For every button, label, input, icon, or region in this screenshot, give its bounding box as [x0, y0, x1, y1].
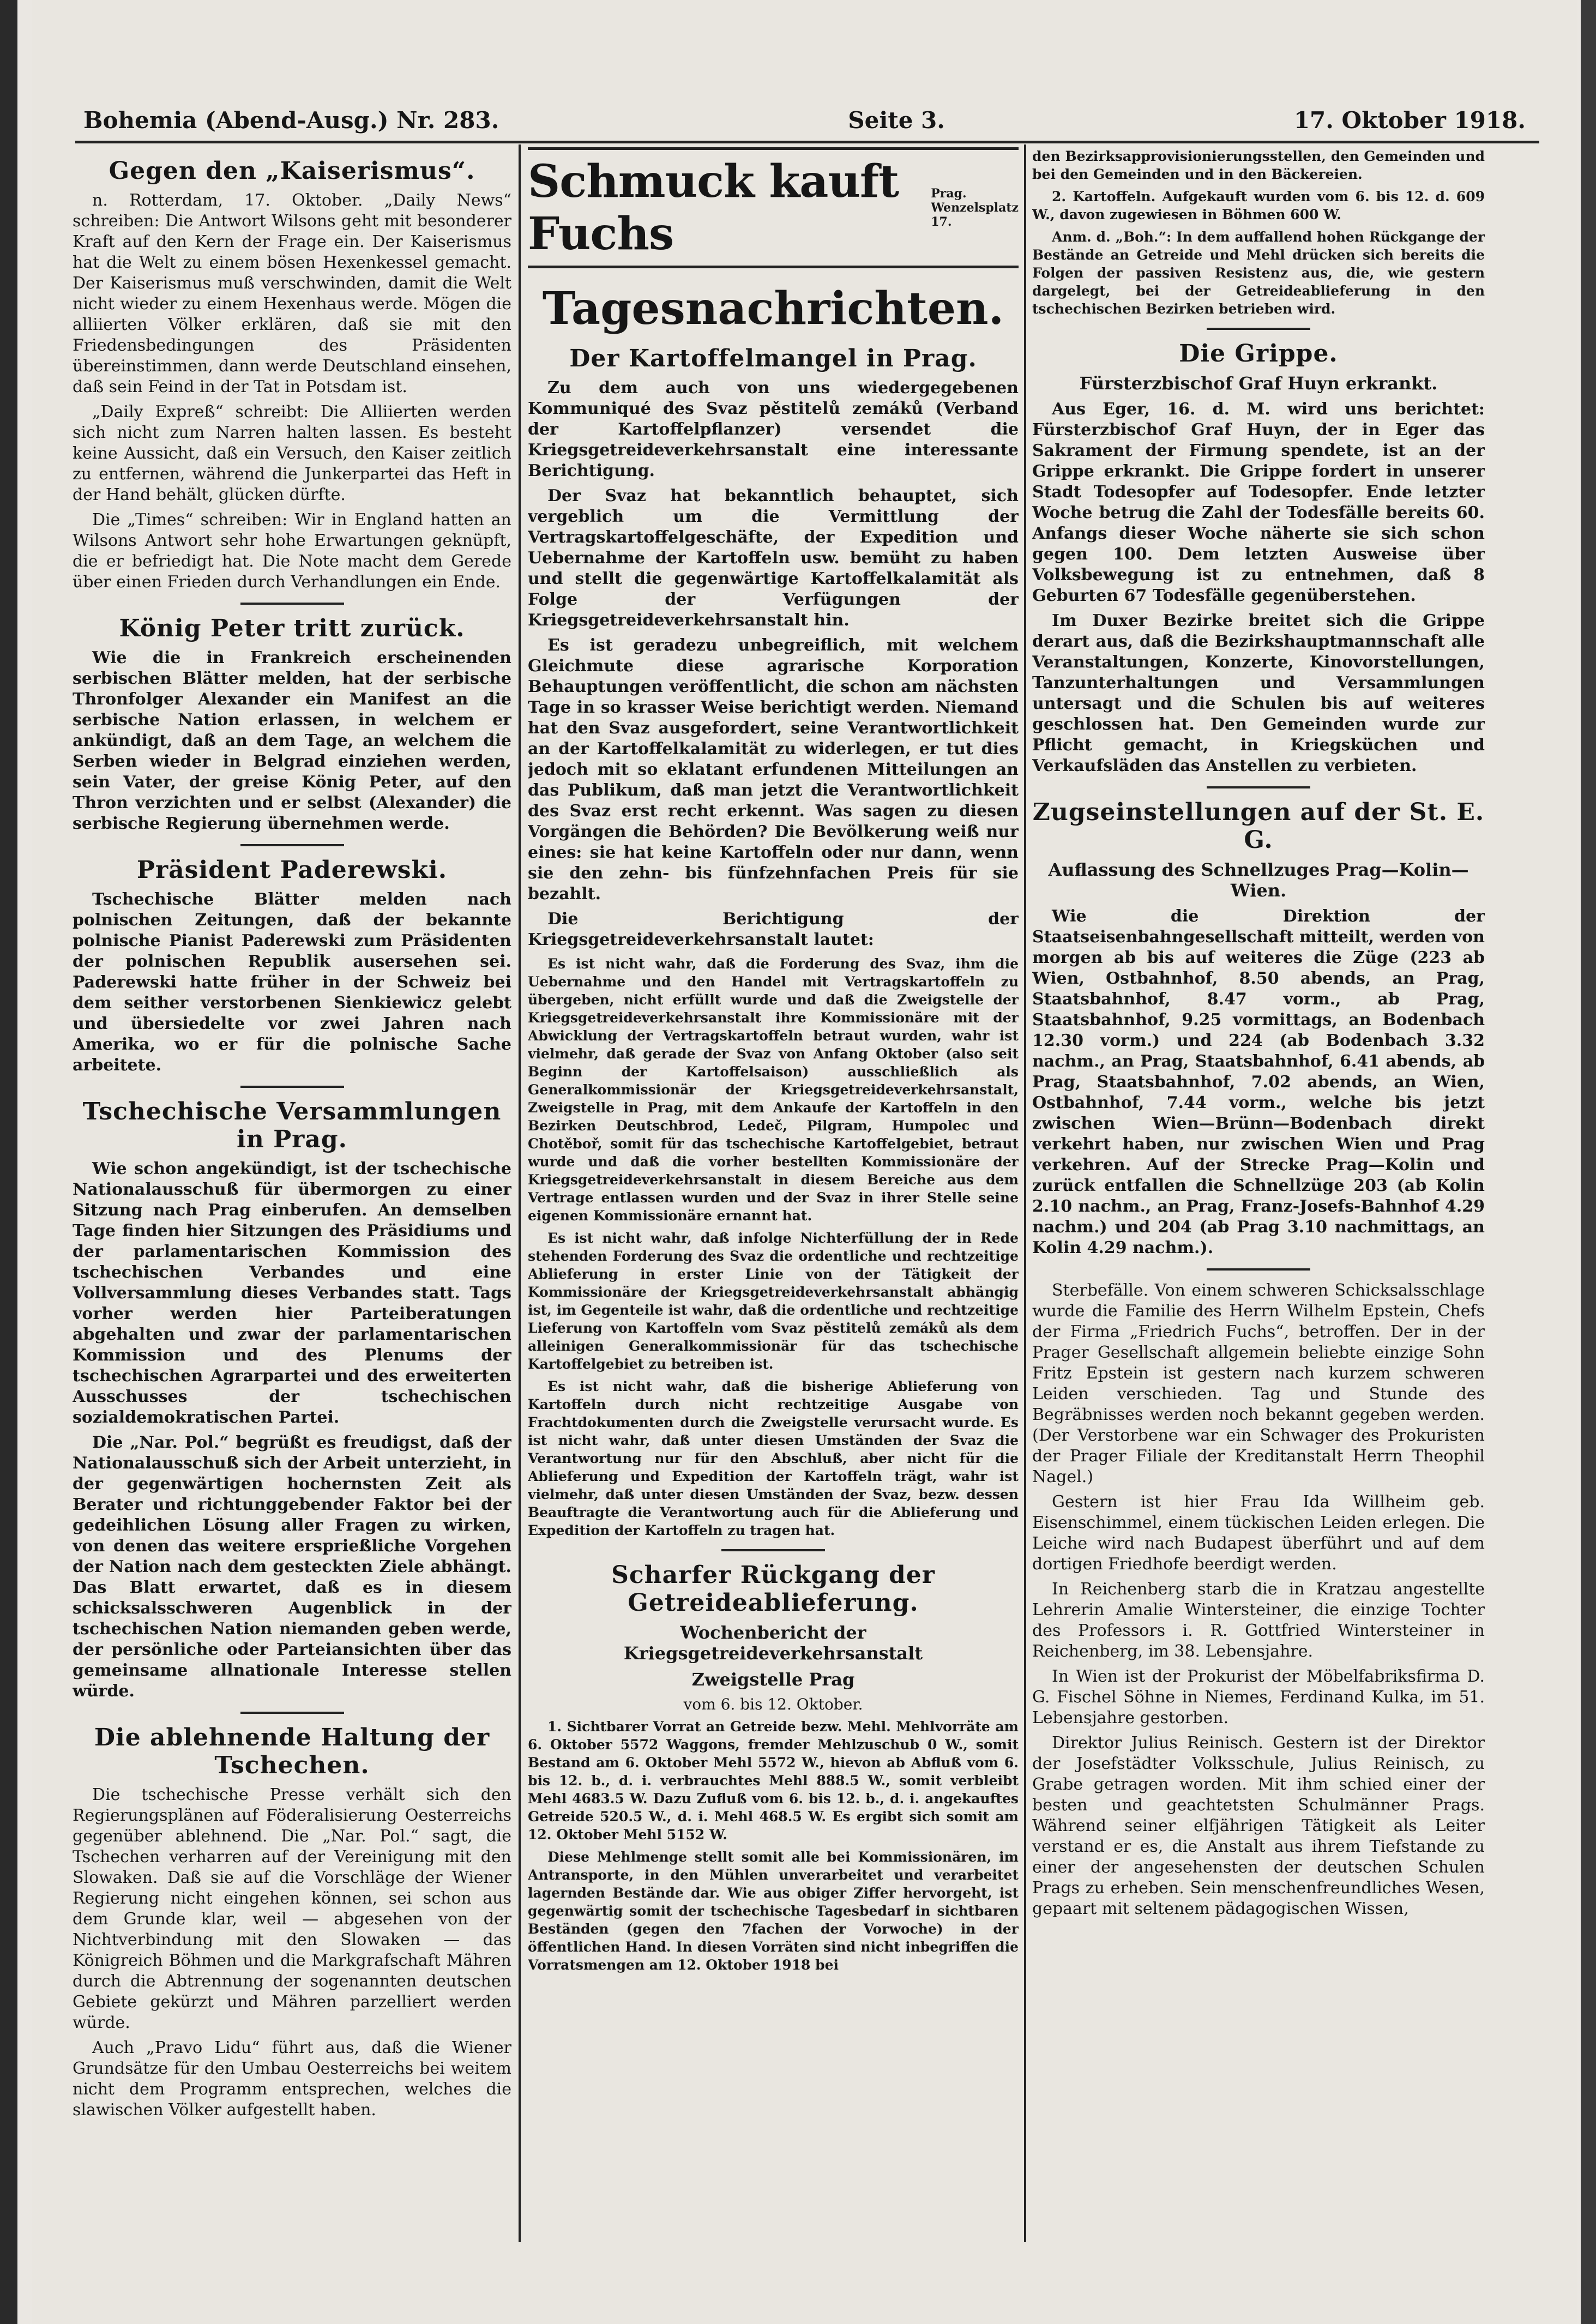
scan-border-right [1581, 0, 1596, 2324]
article-headline: Die ablehnende Haltung der Tschechen. [94, 1724, 490, 1779]
article [73, 1724, 511, 2121]
section-title: Tagesnachrichten. [542, 282, 1004, 335]
article-paragraph: Wie schon angekündigt, ist der tschechische Nationalausschuß für übermorgen zu einer Sitzung nach Prag einberufen. An demselben Tage finden hier Sitzungen des Präsidiums und der parlamentarischen Kommission des tschechischen Verbandes und eine Vollversammlung dieses Verbandes statt. Tags vorher werden hier Parteiberatungen abgehalten und zwar der parlamentarischen Kommission und des Plenums der tschechischen Agrarpartei und des erweiterten Ausschusses der tschechischen sozialdemokratischen Partei. [73, 1159, 511, 1427]
column-1 [73, 147, 511, 2257]
header-paper-issue: Bohemia (Abend-Ausg.) Nr. 283. [83, 106, 499, 134]
notice-paragraph: In Reichenberg starb die in Kratzau angestellte Lehrerin Amalie Wintersteiner, die einzige Tochter des Professors i. R. Gottfried Wintersteiner in Reichenberg, im 38. Lebensjahre. [1032, 1580, 1485, 1661]
article-paragraph: Aus Eger, 16. d. M. wird uns berichtet: Fürsterzbischof Graf Huyn, der in Eger das Sakrament der Firmung spendete, ist an der Grippe erkrankt. Die Grippe fordert in unserer Stadt Todesopfer auf Todesopfer. Ende letzter Woche betrug die Zahl der Todesfälle bereits 60. Anfangs dieser Woche näherte sie sich schon gegen 100. Dem letzten Ausweise über Volksbewegung ist zu entnehmen, daß 8 Geburten 67 Todesfälle gegenüberstehen. [1032, 400, 1485, 605]
article-subheadline: Auflassung des Schnellzuges Prag—Kolin—Wien. [1048, 859, 1469, 901]
column-rule [1024, 145, 1026, 2242]
article [1032, 798, 1485, 1259]
header-page-number: Seite 3. [848, 106, 945, 134]
article-small-paragraph: Diese Mehlmenge stellt somit alle bei Kommissionären, im Antransporte, in den Mühlen unverarbeitet und verarbeitet lagernden Bestände dar. Wie aus obiger Ziffer hervorgeht, ist gegenwärtig somit der tschechische Tagesbedarf in sichtbaren Beständen (gegen den 7fachen der Vorwoche) in der öffentlichen Hand. In diesen Vorräten sind nicht inbegriffen die Vorratsmengen am 12. Oktober 1918 bei [528, 1849, 1019, 1973]
article [528, 1561, 1019, 1974]
article [73, 856, 511, 1076]
article-separator [721, 1549, 825, 1551]
article-small-paragraph: Es ist nicht wahr, daß die bisherige Ablieferung von Kartoffeln durch nicht rechtzeitige Ausgabe von Frachtdokumenten durch die Zweigstelle verursacht wurde. Es ist nicht wahr, daß unter diesen Umständen der Svaz die Verantwortung nur für den Abschluß, aber nicht für die Ablieferung und Expedition der Kartoffeln trägt, wahr ist vielmehr, daß unter diesen Umständen der Svaz, bezw. dessen Beauftragte die Verantwortung auch für die Ablieferung und Expedition der Kartoffeln zu tragen hat. [528, 1378, 1019, 1538]
article-paragraph: Die Berichtigung der Kriegsgetreideverkehrsanstalt lautet: [528, 910, 1019, 949]
advertisement [528, 147, 1019, 268]
article-small-paragraph: 2. Kartoffeln. Aufgekauft wurden vom 6. bis 12. d. 609 W., davon zugewiesen in Böhmen 600 W. [1032, 189, 1485, 222]
article-paragraph: Der Svaz hat bekanntlich behauptet, sich vergeblich um die Vermittlung der Vertragskartoffelgeschäfte, der Expedition und Uebernahme der Kartoffeln usw. bemüht zu haben und stellt die gegenwärtige Kartoffelkalamität als Folge der Verfügungen der Kriegsgetreideverkehrsanstalt hin. [528, 486, 1019, 630]
article [73, 1098, 511, 1702]
article-subheadline: Fürsterzbischof Graf Huyn erkrankt. [1079, 373, 1438, 394]
header-rule [75, 141, 1539, 143]
article-paragraph: Zu dem auch von uns wiedergegebenen Kommuniqué des Svaz pěstitelů zemáků (Verband der Kartoffelpflanzer) versendet die Kriegsgetreideverkehrsanstalt eine interessante Berichtigung. [528, 378, 1019, 480]
article-headline: Der Kartoffelmangel in Prag. [569, 345, 977, 372]
article-separator [1207, 786, 1310, 788]
local-notices [1032, 1280, 1485, 1919]
article-paragraph: n. Rotterdam, 17. Oktober. „Daily News“ schreiben: Die Antwort Wilsons geht mit besonderer Kraft auf den Kern der Frage ein. Der Kaiserismus hat die Welt zu einem bösen Hexenkessel gemacht. Der Kaiserismus muß verschwinden, damit die Welt nicht wieder zu einem Hexenhaus werde. Mögen die alliierten Völker erklären, daß sie mit den Friedensbedingungen des Präsidenten übereinstimmen, dann werde Deutschland einsehen, daß sein Feind in der Tat in Potsdam ist. [73, 191, 511, 396]
article-small-paragraph: Anm. d. „Boh.“: In dem auffallend hohen Rückgange der Bestände an Getreide und Mehl drücken sich bereits die Folgen der passiven Resistenz aus, die, wie gestern dargelegt, bei der Getreideablieferung in den tschechischen Bezirken betrieben wird. [1032, 229, 1485, 317]
article-paragraph: Auch „Pravo Lidu“ führt aus, daß die Wiener Grundsätze für den Umbau Oesterreichs bei weitem nicht dem Programm entsprechen, welches die slawischen Völker aufgestellt haben. [73, 2038, 511, 2120]
article-small-paragraph: Es ist nicht wahr, daß die Forderung des Svaz, ihm die Uebernahme und den Handel mit Vertragskartoffeln zu übergeben, nicht erfüllt wurde und daß die Zweigstelle der Kriegsgetreideverkehrsanstalt ihre Kommissionäre mit der Abwicklung der Vertragskartoffeln betraut wurden, wahr ist vielmehr, daß gerade der Svaz von Anfang Oktober (also seit Beginn der Kartoffelsaison) ausschließlich als Generalkommissionär der Kriegsgetreideverkehrsanstalt, Zweigstelle in Prag, mit dem Ankaufe der Kartoffeln in den Bezirken Deutschbrod, Ledeč, Pilgram, Humpolec und Chotěboř, somit für das tschechische Kartoffelgebiet, betraut wurde und daß die vorher bestellten Kommissionäre der Kriegsgetreideverkehrsanstalt in diesem Bereiche aus dem Vertrage entlassen wurden und der Svaz in ihrer Stelle seine eigenen Kommissionäre ernannt hat. [528, 956, 1019, 1224]
article-paragraph: Tschechische Blätter melden nach polnischen Zeitungen, daß der bekannte polnische Pianist Paderewski zum Präsidenten der polnischen Republik ausersehen sei. Paderewski hatte früher in der Schweiz bei dem seither verstorbenen Sienkiewicz gelebt und übersiedelte vor zwei Jahren nach Amerika, wo er für die polnische Sache arbeitete. [73, 890, 511, 1075]
notice-paragraph: In Wien ist der Prokurist der Möbelfabriksfirma D. G. Fischel Söhne in Niemes, Ferdinand Kulka, im 51. Lebensjahre gestorben. [1032, 1667, 1485, 1727]
article-paragraph: Die „Times“ schreiben: Wir in England hatten an Wilsons Antwort sehr hohe Erwartungen geknüpft, die er befriedigt hat. Die Note macht dem Gerede über einen Frieden durch Verhandlungen ein Ende. [73, 510, 511, 592]
article-separator [240, 603, 344, 605]
article-headline: Gegen den „Kaiserismus“. [109, 157, 475, 185]
article-small-paragraph: 1. Sichtbarer Vorrat an Getreide bezw. Mehl. Mehlvorräte am 6. Oktober 5572 Waggons, fremder Mehlzuschub 0 W., somit Bestand am 6. Oktober Mehl 5572 W., hievon ab Abfluß vom 6. bis 12. b., d. i. verbrauchtes Mehl 888.5 W., somit verbleibt Mehl 4683.5 W. Dazu Zufluß vom 6. bis 12. b., d. i. angekauftes Getreide 520.5 W., d. i. Mehl 468.5 W. Es ergibt sich somit am 12. Oktober Mehl 5152 W. [528, 1719, 1019, 1843]
article [73, 157, 511, 593]
notice-paragraph: Sterbefälle. Von einem schweren Schicksalsschlage wurde die Familie des Herrn Wilhelm Epstein, Chefs der Firma „Friedrich Fuchs“, betroffen. Der in der Prager Gesellschaft allgemein beliebte einzige Sohn Fritz Epstein ist gestern nach kurzem schweren Leiden verschieden. Tag und Stunde des Begräbnisses werden noch bekannt gegeben werden. (Der Verstorbene war ein Schwager des Prokuristen der Prager Filiale der Kreditanstalt Herrn Theophil Nagel.) [1032, 1281, 1485, 1486]
article-headline: Tschechische Versammlungen in Prag. [82, 1098, 502, 1153]
ad-city: Prag. [931, 186, 967, 201]
article-paragraph: Die tschechische Presse verhält sich den Regierungsplänen auf Föderalisierung Oesterreichs gegenüber ablehnend. Die „Nar. Pol.“ sagt, die Tschechen verharren auf der Vereinigung mit den Slowaken. Daß sie auf die Vorschläge der Wiener Regierung nicht eingehen können, sei schon aus dem Grunde klar, weil — abgesehen von der Nichtverbindung mit den Slowaken — das Königreich Böhmen und die Markgrafschaft Mähren durch die Abtrennung der sogenannten deutschen Gebiete gekürzt und Mähren parzelliert werden würde. [73, 1785, 511, 2032]
article-dateline: vom 6. bis 12. Oktober. [683, 1695, 863, 1713]
article-small-paragraph: den Bezirksapprovisionierungsstellen, den Gemeinden und bei den Gemeinden und in den Bäckereien. [1032, 148, 1485, 182]
article-headline: Scharfer Rückgang der Getreideablieferung. [611, 1561, 935, 1617]
article-paragraph: Im Duxer Bezirke breitet sich die Grippe derart aus, daß die Bezirkshauptmannschaft alle Veranstaltungen, Konzerte, Kinovorstellungen, Tanzunterhaltungen und Versammlungen untersagt und die Schulen bis auf weiteres geschlossen hat. Den Gemeinden wurde zur Pflicht gemacht, in Kriegsküchen und Verkaufsläden das Anstellen zu verbieten. [1032, 611, 1485, 775]
article-continuation [1032, 147, 1485, 318]
article-headline: Präsident Paderewski. [136, 856, 448, 884]
article-separator [240, 1086, 344, 1088]
column-2 [528, 147, 1019, 2274]
article [1032, 340, 1485, 776]
article-subheadline: Zweigstelle Prag [691, 1669, 855, 1690]
notice-paragraph: Direktor Julius Reinisch. Gestern ist der Direktor der Josefstädter Volksschule, Julius Reinisch, zu Grabe getragen worden. Mit ihm schied einer der besten und geachtetsten Schulmänner Prags. Während seiner elfjährigen Tätigkeit als Leiter verstand er es, die Anstalt aus ihrem Tiefstande zu einer der angesehensten der deutschen Schulen Prags zu erheben. Sein menschenfreundliches Wesen, gepaart mit seltenem pädagogischen Wissen, [1032, 1733, 1485, 1918]
article-subheadline: Wochenbericht der Kriegsgetreideverkehrsanstalt [623, 1622, 923, 1664]
article-headline: Die Grippe. [1179, 340, 1338, 368]
article-separator [1207, 328, 1310, 330]
article-separator [240, 1712, 344, 1714]
article-paragraph: Wie die Direktion der Staatseisenbahngesellschaft mitteilt, werden von morgen ab bis auf weiteres die Züge (223 ab Wien, Ostbahnhof, 8.50 abends, an Prag, Staatsbahnhof, 8.47 vorm., ab Prag, Staatsbahnhof, 9.25 vormittags, an Bodenbach 12.30 vorm.) und 224 (ab Bodenbach 3.32 nachm., an Prag, Staatsbahnhof, 6.41 abends, ab Prag, Staatsbahnhof, 7.02 abends, an Wien, Ostbahnhof, 7.44 vorm., welche bis jetzt zwischen Wien—Brünn—Bodenbach direkt verkehrt haben, nur zwischen Wien und Prag verkehren. Auf der Strecke Prag—Kolin und zurück entfallen die Schnellzüge 203 (ab Kolin 2.10 nachm., an Prag, Franz-Josefs-Bahnhof 4.29 nachm.) und 204 (ab Prag 3.10 nachmittags, an Kolin 4.29 nachm.). [1032, 907, 1485, 1257]
ad-address [931, 186, 1019, 229]
article-paragraph: Es ist geradezu unbegreiflich, mit welchem Gleichmute diese agrarische Korporation Behauptungen veröffentlicht, die schon am nächsten Tage in so krasser Weise berichtigt werden. Niemand hat den Svaz ausgefordert, seine Verantwortlichkeit an der Kartoffelkalamität zu widerlegen, er tut dies jedoch mit so eklatant erfundenen Mitteilungen an das Publikum, daß man jetzt die Verantwortlichkeit des Svaz erst recht erkennt. Was sagen zu diesen Vorgängen die Behörden? Die Bevölkerung weiß nur eines: sie hat keine Kartoffeln oder nur dann, wenn sie den zehn- bis fünfzehnfachen Preis für sie bezahlt. [528, 636, 1019, 904]
newspaper-page [32, 0, 1577, 2324]
header-date: 17. Oktober 1918. [1293, 106, 1526, 134]
scan-border-left [0, 0, 17, 2324]
article [528, 345, 1019, 1539]
ad-street: Wenzelsplatz 17. [931, 201, 1019, 229]
column-rule [519, 145, 521, 2242]
article-paragraph: „Daily Expreß“ schreibt: Die Alliierten werden sich nicht zum Narren halten lassen. Es besteht keine Aussicht, daß ein Versuch, den Kaiser zeitlich zu entfernen, während die Junkerpartei das Heft in der Hand behält, glücken dürfte. [73, 402, 511, 504]
ad-headline: Schmuck kauft Fuchs [528, 155, 899, 260]
article-separator [1207, 1268, 1310, 1271]
article-headline: Zugseinstellungen auf der St. E. G. [1032, 798, 1485, 854]
article-separator [240, 844, 344, 846]
article-headline: König Peter tritt zurück. [119, 615, 465, 642]
article-small-paragraph: Es ist nicht wahr, daß infolge Nichterfüllung der in Rede stehenden Forderung des Svaz die ordentliche und rechtzeitige Ablieferung in erster Linie von der Tätigkeit der Kommissionäre der Kriegsgetreideverkehrsanstalt abhängig ist, im Gegenteile ist wahr, daß die ordentliche und rechtzeitige Lieferung von Kartoffeln vom Svaz pěstitelů zemáků als dem alleinigen Generalkommissionär für das tschechische Kartoffelgebiet zu betreiben ist. [528, 1230, 1019, 1372]
article-paragraph: Wie die in Frankreich erscheinenden serbischen Blätter melden, hat der serbische Thronfolger Alexander ein Manifest an die serbische Nation erlassen, in welchem er ankündigt, daß an dem Tage, an welchem die Serben wieder in Belgrad einziehen werden, sein Vater, der greise König Peter, auf den Thron verzichten und er selbst (Alexander) die serbische Regierung übernehmen werde. [73, 648, 511, 833]
article [73, 615, 511, 834]
notice-paragraph: Gestern ist hier Frau Ida Willheim geb. Eisenschimmel, einem tückischen Leiden erlegen. Die Leiche wird nach Budapest überführt und auf dem dortigen Friedhofe beerdigt werden. [1032, 1492, 1485, 1574]
page-header [83, 101, 1526, 139]
column-3 [1032, 147, 1485, 2285]
article-paragraph: Die „Nar. Pol.“ begrüßt es freudigst, daß der Nationalausschuß sich der Arbeit unterzieht, in der gegenwärtigen hochernsten Zeit als Berater und richtunggebender Faktor bei der gedeihlichen Lösung aller Fragen zu wirken, von denen das weitere ersprießliche Vorgehen der Nation nach dem gesteckten Ziele abhängt. Das Blatt erwartet, daß es in diesem schicksalsschweren Augenblick in der tschechischen Nation niemanden geben werde, der persönliche oder Parteiansichten über das gemeinsame allnationale Interesse stellen würde. [73, 1433, 511, 1701]
